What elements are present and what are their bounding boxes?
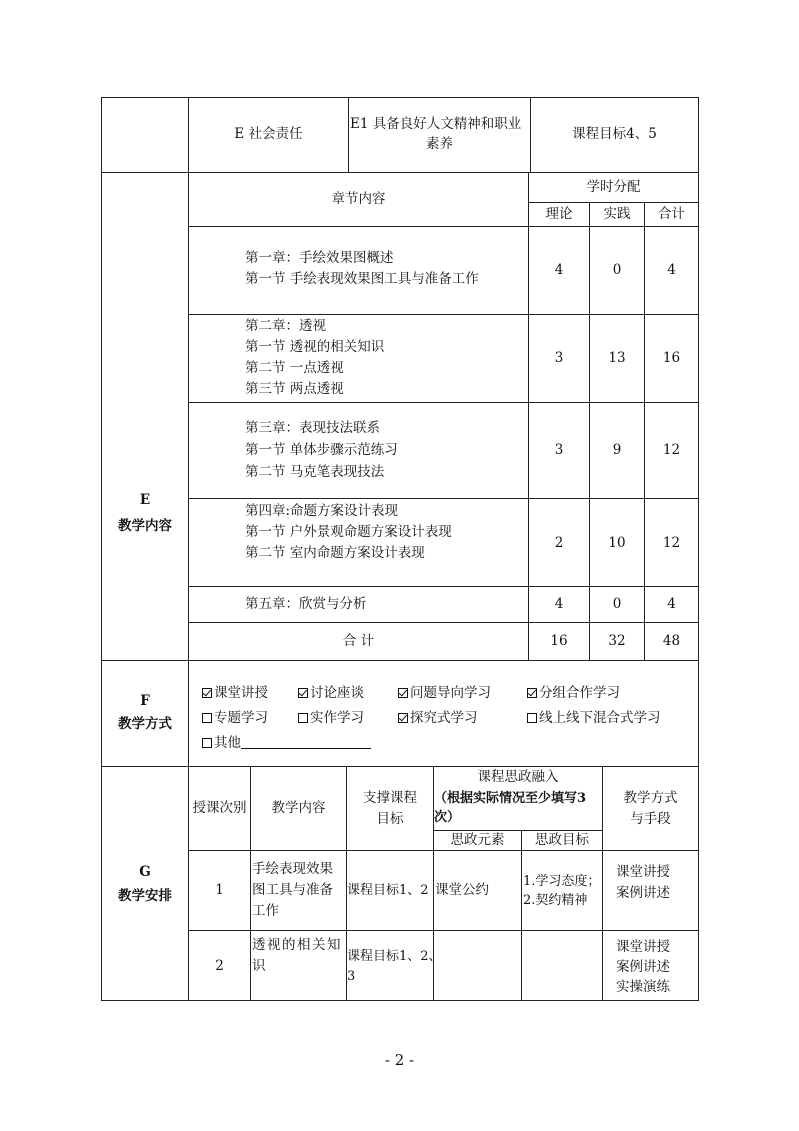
- divider-e-subhead: [528, 202, 699, 203]
- chapter-line: 第二节 室内命题方案设计表现: [245, 545, 425, 561]
- chapter-practice: 13: [608, 350, 626, 366]
- header-session: 授课次别: [192, 800, 247, 816]
- divider-e-row3: [188, 402, 699, 403]
- chapter-total: 12: [662, 535, 681, 551]
- row-content-line: 工作: [252, 903, 279, 919]
- row-element: 课堂公约: [435, 882, 489, 898]
- table-border-top: [101, 97, 699, 98]
- chapter-line: 第一节 手绘表现效果图工具与准备工作: [245, 271, 479, 287]
- divider-e-start: [101, 172, 699, 173]
- row-support-line: 课程目标1、2、: [347, 949, 442, 964]
- row-support-line: 课程目标1、2: [347, 883, 429, 898]
- header-theory: 理论: [545, 206, 573, 222]
- row-goal-line: 2.契约精神: [523, 893, 588, 908]
- chapter-line: 第五章：欣赏与分析: [245, 596, 367, 612]
- page-number: - 2 -: [384, 1051, 415, 1069]
- chapter-line: 第二节 马克笔表现技法: [245, 464, 385, 480]
- social-indicator-line1: E1 具备良好人文精神和职业: [350, 116, 522, 132]
- checkbox-icon: [298, 713, 308, 723]
- header-support-line1: 支撑课程: [363, 790, 417, 806]
- chapter-line: 第四章:命题方案设计表现: [245, 503, 399, 519]
- divider-g-col4: [521, 830, 522, 1001]
- row-method-line: 实操演练: [616, 979, 670, 995]
- chapter-line: 第一节 户外景观命题方案设计表现: [245, 524, 452, 540]
- checkbox-icon: [202, 688, 212, 698]
- header-ideology-line1: 课程思政融入: [477, 769, 559, 785]
- method-checkbox[interactable]: 课堂讲授: [202, 683, 268, 704]
- section-f-code: F: [140, 693, 150, 709]
- method-checkbox[interactable]: 实作学习: [298, 708, 364, 729]
- chapter-theory: 3: [554, 442, 564, 458]
- chapter-practice: 10: [608, 535, 626, 551]
- chapter-theory: 4: [554, 596, 564, 612]
- header-chapter: 章节内容: [331, 191, 386, 207]
- chapter-theory: 4: [554, 262, 564, 278]
- row-content-line: 透视的相关知: [252, 937, 342, 953]
- chapter-line: 第三节 两点透视: [245, 381, 344, 397]
- sum-practice: 32: [608, 633, 626, 649]
- divider-e-sum: [188, 622, 699, 623]
- method-checkbox[interactable]: 讨论座谈: [298, 683, 364, 704]
- chapter-practice: 0: [612, 262, 622, 278]
- row-session: 2: [215, 958, 224, 974]
- checkbox-icon: [398, 713, 408, 723]
- row-method-line: 课堂讲授: [616, 939, 670, 955]
- chapter-line: 第一节 单体步骤示范练习: [245, 442, 398, 458]
- social-target: 课程目标4、5: [572, 126, 657, 142]
- social-category: E 社会责任: [234, 126, 303, 142]
- method-checkbox[interactable]: 线上线下混合式学习: [527, 708, 661, 729]
- row-session: 1: [215, 882, 224, 898]
- section-e-code: E: [139, 492, 151, 508]
- divider-g-start: [101, 766, 699, 767]
- row-content-line: 手绘表现效果: [252, 861, 333, 877]
- divider-g-row1: [188, 930, 699, 931]
- divider-e-row2: [188, 314, 699, 315]
- chapter-practice: 9: [612, 442, 622, 458]
- row-method-line: 课堂讲授: [616, 864, 670, 880]
- checkbox-icon: [527, 713, 537, 723]
- divider-f-start: [101, 660, 699, 661]
- header-goal: 思政目标: [535, 832, 589, 848]
- sum-label: 合 计: [342, 633, 375, 649]
- chapter-total: 4: [667, 262, 676, 278]
- header-support-line2: 目标: [376, 811, 404, 827]
- chapter-line: 第二章：透视: [245, 318, 326, 334]
- row-content-line: 图工具与准备: [252, 882, 333, 898]
- checkbox-icon: [298, 688, 308, 698]
- table-border-bottom: [101, 1000, 699, 1001]
- method-checkbox[interactable]: 专题学习: [202, 708, 268, 729]
- header-hours: 学时分配: [586, 179, 641, 195]
- sum-total: 48: [662, 633, 681, 649]
- chapter-theory: 2: [554, 535, 564, 551]
- chapter-line: 第三章：表现技法联系: [245, 420, 380, 436]
- divider-e-row4: [188, 498, 699, 499]
- divider-e-row1: [188, 226, 699, 227]
- table-border-right: [698, 97, 699, 1001]
- divider-e-hours: [528, 172, 529, 661]
- header-ideology-line3: 次）: [434, 810, 461, 825]
- social-indicator-line2: 素养: [426, 136, 453, 152]
- row-content-line: 识: [252, 958, 266, 974]
- row-support-line: 3: [347, 969, 356, 984]
- section-e-title: 教学内容: [118, 518, 172, 534]
- checkbox-icon: [202, 713, 212, 723]
- row-method-line: 案例讲述: [616, 885, 670, 901]
- method-checkbox[interactable]: 分组合作学习: [527, 683, 620, 704]
- checkbox-icon: [202, 738, 212, 748]
- section-g-code: G: [139, 864, 151, 880]
- header-method-line1: 教学方式: [623, 790, 678, 806]
- header-element: 思政元素: [450, 832, 505, 848]
- chapter-total: 16: [662, 350, 681, 366]
- other-fill-blank[interactable]: [241, 736, 371, 749]
- chapter-practice: 0: [612, 596, 622, 612]
- chapter-total: 4: [667, 596, 676, 612]
- header-content: 教学内容: [271, 800, 326, 816]
- divider-e-row5: [188, 586, 699, 587]
- chapter-line: 第二节 一点透视: [245, 360, 344, 376]
- label-column-divider: [188, 97, 189, 1001]
- chapter-total: 12: [662, 442, 681, 458]
- checkbox-icon: [527, 688, 537, 698]
- header-ideology-line2: （根据实际情况至少填写3: [434, 791, 587, 806]
- row-goal-line: 1.学习态度；: [523, 874, 601, 889]
- row-method-line: 案例讲述: [616, 959, 670, 975]
- header-method-line2: 与手段: [630, 811, 671, 827]
- sum-theory: 16: [550, 633, 568, 649]
- checkbox-icon: [398, 688, 408, 698]
- chapter-line: 第一节 透视的相关知识: [245, 339, 385, 355]
- method-checkbox[interactable]: 其他: [202, 733, 371, 754]
- header-total: 合计: [658, 206, 685, 222]
- header-practice: 实践: [603, 206, 631, 222]
- section-f-title: 教学方式: [118, 716, 172, 732]
- method-checkbox[interactable]: 问题导向学习: [398, 683, 491, 704]
- method-checkbox[interactable]: 探究式学习: [398, 708, 478, 729]
- section-g-title: 教学安排: [118, 888, 172, 904]
- chapter-theory: 3: [554, 350, 564, 366]
- chapter-line: 第一章：手绘效果图概述: [245, 250, 394, 266]
